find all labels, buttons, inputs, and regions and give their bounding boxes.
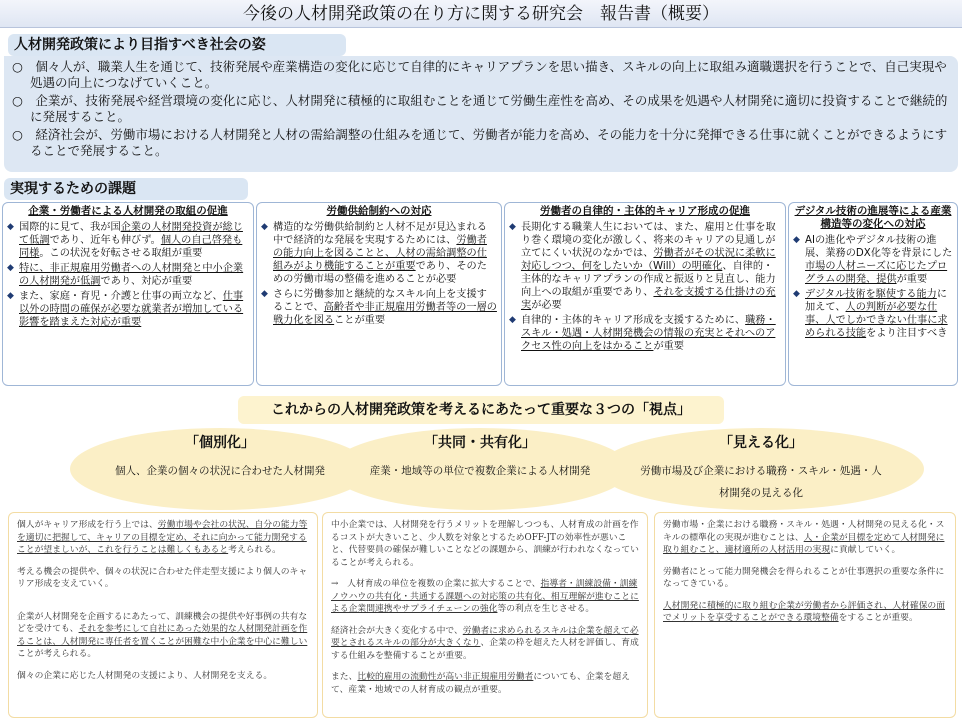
underlined-text: 労働者がその状況に柔軟に対応しつつ、何をしたいか（Will）の明確化 — [521, 248, 776, 272]
text-run: 考える機会の提供や、個々の状況に合わせた伴走型支援により個人のキャリア形成を支えていく。 — [17, 566, 308, 589]
text-run: をより注目すべき — [866, 328, 948, 339]
text-run: 、企業の枠を超えた人材を評価し、育成する仕組みを整備することが重要。 — [331, 638, 639, 661]
text-run: 個々の企業に応じた人材開発の支援により、人材開発を支える。 — [17, 670, 273, 681]
underlined-text: デジタル技術を駆使する能力 — [805, 289, 937, 300]
underlined-text: 職務・スキル・処遇・人材開発機会の情報の充実とそれへのアクセス性の向上をはかること — [521, 315, 776, 352]
text-run: 企業が人材開発を企画するにあたって、訓練機会の提供や好事例の共有などを受けても、 — [17, 611, 308, 634]
detail-paragraph — [663, 566, 947, 591]
underlined-text: 特に、非正規雇用労働者への人材開発と中小企業の人材開発が低調 — [19, 263, 244, 287]
text-run: 国際的に見て、我が国 — [19, 222, 121, 233]
text-run: 個人がキャリア形成を行う上では、 — [17, 520, 158, 530]
issue-bullet — [521, 221, 781, 312]
text-run: に加えて、 — [805, 289, 948, 313]
text-run: 労働市場・企業における職務・スキル・処遇・人材開発の見える化・スキルの標準化の実現が進むことは、 — [663, 520, 945, 543]
view-description: 個人、企業の個々の状況に合わせた人材開発 — [115, 465, 325, 477]
detail-paragraph — [331, 671, 639, 696]
text-run: 長期化する職業人生においては、また、雇用と仕事を取り巻く環境の変化が激しく、将来のキャリアの見通しが立てにくい状況のなかでは、 — [521, 222, 776, 259]
text-run: AIの進化やデジタル技術の進展、業務のDX化等を背景にした — [805, 235, 953, 259]
detail-box-visualization — [654, 512, 956, 718]
text-run: 等の利点を生じさせる。 — [497, 604, 595, 614]
detail-paragraph — [331, 625, 639, 663]
issue-bullet — [19, 262, 249, 288]
detail-paragraph — [331, 519, 639, 569]
underlined-text: 高齢者や非正規雇用労働者等の一層の戦力化を図る — [273, 302, 497, 326]
issue-bullet — [19, 290, 249, 329]
underlined-text: 仕事以外の時間の確保が必要な就業者が増加している影響を踏まえた対応が重要 — [19, 291, 244, 328]
underlined-text: それを参考にして自社にあった効果的な人材開発計画を作ることは、人材開発に専任者を置くことが困難な中小企業を中心に難しい — [17, 624, 308, 647]
issues-heading: 実現するための課題 — [4, 178, 248, 200]
page-title: 今後の人材開発政策の在り方に関する研究会 報告書（概要） — [0, 0, 962, 28]
text-run: が重要 — [653, 341, 684, 352]
view-ellipse-collaboration — [330, 428, 630, 510]
issue-title: 企業・労働者による人材開発の取組の促進 — [28, 205, 228, 217]
text-run: ことが考えられる。 — [17, 649, 97, 659]
underlined-text: 指導者・訓練設備・訓練ノウハウの共有化・共通する課題への対応策の共有化、相互理解が進むことによる企業間連携やサプライチェーンの強化 — [331, 579, 639, 614]
issue-title: 労働者の自律的・主体的キャリア形成の促進 — [540, 205, 750, 217]
text-run: 考えられる。 — [228, 545, 281, 555]
underlined-text: 比較的雇用の流動性が高い非正規雇用労働者 — [357, 672, 534, 682]
vision-item: ○ 経済社会が、労働市場における人材開発と人材の需給調整の仕組みを通じて、労働者が能力を高め、その能力を十分に発揮できる仕事に就くことができるようにすることで発展すること。 — [12, 127, 948, 158]
underlined-text: 人・企業が目標を定めて人材開発に取り組むこと、適材適所の人材活用の実現 — [663, 532, 945, 555]
vision-item: ○ 個々人が、職業人生を通じて、技術発展や産業構造の変化に応じて自律的にキャリアプランを思い描き、スキルの向上に取組み適職選択を行うことで、自己実現や処遇の向上につなげていくこと。 — [12, 59, 947, 90]
view-description: 労働市場及び企業における職務・スキル・処遇・人材開発の見える化 — [640, 465, 882, 499]
issue-bullet — [805, 288, 953, 340]
text-run: であり、対応が重要 — [100, 276, 193, 287]
text-run: さらに労働参加と継続的なスキル向上を支援することで、 — [273, 289, 487, 313]
view-ellipse-visualization — [598, 428, 924, 510]
detail-paragraph — [17, 670, 309, 683]
detail-paragraph — [17, 566, 309, 591]
underlined-text: 労働市場や会社の状況、自分の能力等を適切に把握して、キャリアの目標を定め、それに向かって能力開発することが望ましいが、これを行うことは難しくもあると — [17, 520, 308, 555]
underlined-text: 個人の自己啓発も同様 — [19, 235, 243, 259]
issue-bullet — [273, 221, 497, 286]
vision-heading: 人材開発政策により目指すべき社会の姿 — [8, 34, 346, 56]
text-run: 経済社会が大きく変化する中で、 — [331, 625, 463, 636]
underlined-text: 人の判断が必要な仕事、人でしかできない仕事に求められる技能 — [805, 302, 948, 339]
detail-box-individualization — [8, 512, 318, 718]
issue-column-digital — [788, 202, 958, 386]
text-run: 、自律的・主体的なキャリアプランの作成と振返りと見直し、能力向上への取組が重要であり、 — [521, 261, 776, 298]
text-run: であり、近年も伸びず。 — [49, 235, 161, 246]
issue-column-career-formation — [504, 202, 786, 386]
view-title: 「見える化」 — [719, 435, 803, 451]
view-title: 「共同・共有化」 — [424, 435, 536, 451]
issue-column-labor-supply — [256, 202, 502, 386]
view-ellipse-individualization — [70, 428, 370, 510]
underlined-text: 市場の人材ニーズに応じたプログラムの開発、提供 — [805, 261, 948, 285]
text-run: 自律的・主体的キャリア形成を支援するために、 — [521, 315, 746, 326]
text-run: ことが重要 — [334, 315, 386, 326]
issue-bullet — [273, 288, 497, 327]
text-run: また、家庭・育児・介護と仕事の両立など、 — [19, 291, 223, 302]
issue-column-corporate-worker — [2, 202, 254, 386]
view-description: 産業・地域等の単位で複数企業による人材開発 — [369, 465, 591, 477]
detail-paragraph — [17, 519, 309, 557]
text-run: が重要 — [896, 274, 928, 285]
text-run: をすることが重要。 — [838, 613, 918, 623]
vision-item: ○ 企業が、技術発展や経営環境の変化に応じ、人材開発に積極的に取組むことを通じて労働生産性を高め、その成果を処遇や人材開発に適切に投資することで継続的に発展すること。 — [12, 93, 948, 124]
issue-bullet — [805, 234, 953, 286]
text-run: に貢献していく。 — [830, 545, 901, 555]
text-run: であり、そのための労働市場の整備を進めることが必要 — [273, 261, 487, 285]
text-run: 中小企業では、人材開発を行うメリットを理解しつつも、人材育成の計画を作るコストが大きいこと、少人数を対象とするためOFF-JTの効率性が悪いこと、代替要員の確保が難しいことなどの課題から、訓練が行われなくなっていることが考えられる。 — [331, 520, 639, 568]
detail-paragraph — [17, 611, 309, 661]
text-run: → 人材育成の単位を複数の企業に拡大することで、 — [331, 579, 541, 589]
text-run: 労働者にとって能力開発機会を得られることが仕事選択の重要な条件になってきている。 — [663, 566, 945, 589]
issue-bullet — [19, 221, 249, 260]
detail-paragraph — [663, 600, 947, 625]
underlined-text: 労働者の能力向上を図ることと、人材の需給調整の仕組みがより機能することが重要 — [273, 235, 487, 272]
text-run: が必要 — [531, 300, 562, 311]
issue-title: デジタル技術の進展等による産業構造等の変化への対応 — [794, 205, 952, 230]
vision-box — [4, 56, 958, 172]
views-banner: これからの人材開発政策を考えるにあたって重要な３つの「視点」 — [238, 396, 724, 424]
underlined-text: 労働者に求められるスキルは企業を超えて必要とされるスキルの部分が大きくなり — [331, 625, 639, 648]
text-run: についても、企業を超えて、産業・地域での人材育成の観点が重要。 — [331, 672, 630, 695]
underlined-text: 企業の人材開発投資が総じて低調 — [19, 222, 243, 246]
underlined-text: それを支援する仕掛けの充実 — [521, 287, 776, 311]
detail-box-collaboration — [322, 512, 648, 718]
view-title: 「個別化」 — [185, 435, 255, 451]
text-run: 。この状況を好転させる取組が重要 — [39, 248, 203, 259]
text-run: また、 — [331, 672, 358, 682]
issue-bullet — [521, 314, 781, 353]
underlined-text: 人材開発に積極的に取り組む企業が労働者から評価され、人材確保の面でメリットを享受することができる環境整備 — [663, 600, 946, 623]
issue-title: 労働供給制約への対応 — [326, 205, 432, 217]
detail-paragraph — [331, 578, 639, 616]
text-run: 構造的な労働供給制約と人材不足が見込まれる中で経済的な発展を実現するためには、 — [273, 222, 487, 246]
detail-paragraph — [663, 519, 947, 557]
